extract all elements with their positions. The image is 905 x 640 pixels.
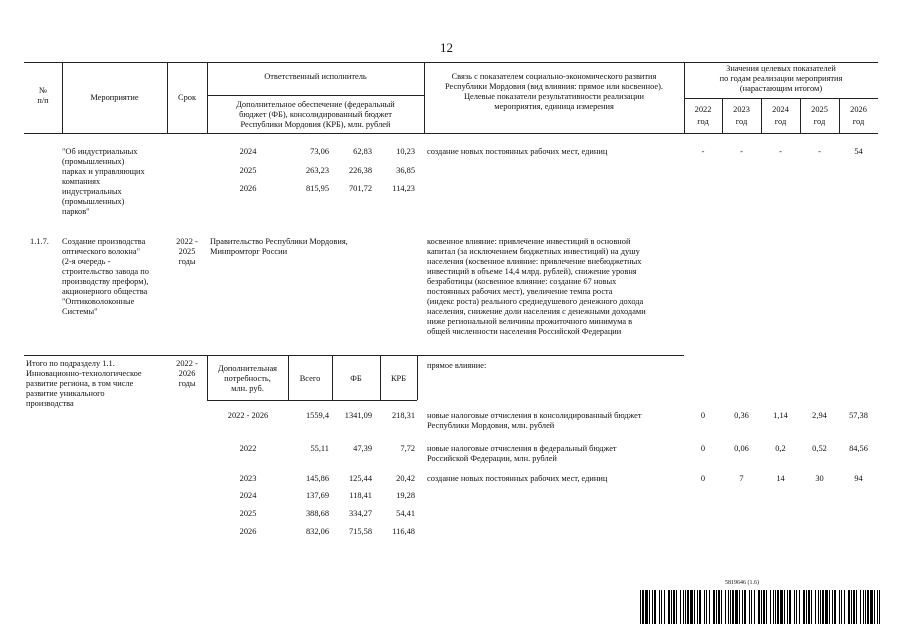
b1-r2-year: 2025 [239,166,257,175]
barcode-bar [661,590,662,624]
barcode-bar [839,590,840,624]
barcode-bar [820,590,821,624]
b3-r5-year: 2025 [239,509,257,518]
col-rule-8 [800,98,801,133]
barcode-bar [730,590,731,624]
barcode-bar [673,590,675,624]
b1-indicator: создание новых постоянных рабочих мест, единиц [427,147,608,156]
barcode-bar [806,590,807,624]
b1-r3-year: 2026 [239,184,257,193]
barcode-bar [732,590,734,624]
b3-ind1-val-2025: 2,94 [812,411,827,420]
b2-indicator-8: населения, снижение доли населения с денежными доходами [427,307,646,316]
barcode-bar [676,590,677,624]
col-rule-6 [722,98,723,133]
barcode-bar [811,590,812,624]
barcode-bar [642,590,644,624]
b3-ind3-val-2026: 94 [854,474,863,483]
b3-r6-year: 2026 [239,527,257,536]
barcode-bar [744,590,746,624]
b3-r3-year: 2023 [239,474,257,483]
barcode-bar [649,590,650,624]
barcode-bar [704,590,705,624]
barcode-bar [848,590,850,624]
b3-sub-fb: ФБ [350,374,362,383]
barcode-bar [706,590,707,624]
b3-r1-total: 1559,4 [305,411,329,420]
hdr-funding-1: Дополнительное обеспечение (федеральный [236,100,395,109]
b3-r1-year: 2022 - 2026 [227,411,269,420]
b3-sub-krb: КРБ [390,374,407,383]
barcode-bar [671,590,672,624]
barcode-bar [780,590,783,624]
b2-event-1: Создание производства [62,237,146,246]
b1-event-7: парков" [62,207,90,216]
barcode-bar [749,590,750,624]
barcode-bar [763,590,765,624]
b2-executor-1: Правительство Республики Мордовия, [210,237,348,246]
b2-event-2: оптического волокна" [62,247,141,256]
b2-event-3: (2-я очередь - [62,257,111,266]
barcode-bar [794,590,795,624]
barcode-bar [687,590,689,624]
barcode-bar [851,590,852,624]
b1-val-2026: 54 [854,147,863,156]
barcode-bar [815,590,816,624]
b2-event-7: "Оптиковолоконные [62,297,135,306]
b3-r1-krb: 218,31 [391,411,415,420]
barcode-bar [856,590,857,624]
b2-event-8: Системы" [62,307,98,316]
barcode-bar [877,590,878,624]
hdr-executor: Ответственный исполнитель [264,72,367,81]
col-rule-9 [839,98,840,133]
hdr-num-1: № [39,86,47,95]
b3-sub-need-1: Дополнительная [217,364,278,373]
b3-subheader-rule [207,400,417,401]
barcode-bar [725,590,726,624]
barcode-bar [818,590,819,624]
barcode-bar [680,590,681,624]
b3-ind2-val-2026: 84,56 [849,444,868,453]
hdr-yearword-4: год [813,117,826,126]
barcode-bar [874,590,875,624]
b2-indicator-3: населения (косвенное влияние: привлечение внебюджетных [427,257,642,266]
executor-sub-rule [207,95,424,96]
barcode-bar [739,590,740,624]
b1-event-4: компаниях [62,177,101,186]
barcode-bar [777,590,779,624]
b3-ind2-text-2: Российской Федерации, млн. рублей [427,454,557,463]
b3-r2-year: 2022 [239,444,257,453]
barcode-bar [766,590,767,624]
b1-r1-total: 73,06 [310,147,329,156]
b1-val-2022: - [701,147,705,156]
hdr-yearword-2: год [735,117,748,126]
b3-r4-year: 2024 [239,491,257,500]
b3-event-2: Инновационно-технологическое [26,369,142,378]
b2-indicator-6: постоянных рабочих мест), увеличение темпа роста [427,287,613,296]
b1-r3-total: 815,95 [305,184,329,193]
b3-term-1: 2022 - [176,359,198,368]
barcode-bar [844,590,845,624]
header-bottom-rule [24,133,878,134]
hdr-year-2026: 2026 [850,105,867,114]
barcode-bar [853,590,855,624]
hdr-year-2023: 2023 [733,105,750,114]
b2-indicator-1: косвенное влияние: привлечение инвестиций в основной [427,237,631,246]
col-rule-7 [761,98,762,133]
hdr-yearword-3: год [774,117,787,126]
b3-ind3-val-2023: 7 [739,474,744,483]
b3-sub-need-3: млн. руб. [231,384,264,393]
hdr-year-2022: 2022 [694,105,712,114]
b1-val-2023: - [740,147,743,156]
barcode-bar [832,590,833,624]
barcode-bar [879,590,880,624]
barcode-bar [690,590,693,624]
b3-r3-fb: 125,44 [348,474,372,483]
b2-indicator-9: ниже региональной величины прожиточного минимума в [427,317,633,326]
barcode-bar [758,590,760,624]
b1-val-2025: - [818,147,821,156]
b3-r4-krb: 19,28 [396,491,415,500]
hdr-funding-2: бюджет (ФБ), консолидированный бюджет [239,110,392,119]
b2-term-1: 2022 - [176,237,198,246]
barcode-bar [789,590,791,624]
barcode-bar [829,590,830,624]
b1-event-6: (промышленных) [62,197,125,206]
header-top-rule [24,62,878,63]
b1-event-3: парках и управляющих [62,167,145,176]
barcode-id: 5819646 (1.6) [725,580,759,586]
hdr-link-4: мероприятия, единица измерения [494,102,614,111]
b3-r6-fb: 715,58 [348,527,372,536]
b3-ind2-val-2025: 0,52 [812,444,827,453]
b3-rule-5 [417,355,418,400]
barcode-bar [718,590,720,624]
barcode-bar [863,590,864,624]
barcode-bar [799,590,800,624]
barcode-bar [775,590,776,624]
b3-sub-total: Всего [299,374,321,383]
b2-event-6: акционерного общества [62,287,148,296]
page-number: 12 [440,40,453,55]
b2-term-2: 2025 [178,247,196,256]
b1-r1-year: 2024 [239,147,257,156]
b3-r1-fb: 1341,09 [344,411,372,420]
barcode-bar [803,590,805,624]
barcode-bar [870,590,873,624]
barcode-bar [735,590,738,624]
b3-ind1-val-2026: 57,38 [849,411,868,420]
barcode-bar [683,590,684,624]
b3-ind1-val-2022: 0 [700,411,706,420]
barcode-bar [751,590,752,624]
b3-r5-total: 388,68 [305,509,329,518]
b2-indicator-7: (индекс роста) реального среднедушевого денежного дохода [427,297,644,306]
hdr-targets-3: (нарастающим итогом) [739,84,823,93]
barcode-bar [654,590,656,624]
barcode-bar [699,590,701,624]
b1-r1-fb: 62,83 [353,147,372,156]
barcode-bar [713,590,715,624]
barcode-bar [865,590,866,624]
barcode-bar [659,590,660,624]
b3-event-1: Итого по подразделу 1.1. [26,359,115,368]
barcode-bar [822,590,824,624]
b2-indicator-2: капитал (за исключением бюджетных инвестиций) на душу [427,247,640,256]
b3-event-3: развитие региона, в том числе [26,379,134,388]
barcode-bar [796,590,797,624]
b3-r3-krb: 20,42 [396,474,415,483]
barcode-bar [652,590,653,624]
b3-r5-fb: 334,27 [348,509,372,518]
b3-term-3: годы [178,379,196,388]
barcode-bar [697,590,698,624]
hdr-targets-2: по годам реализации мероприятия [719,74,843,83]
b3-r3-total: 145,86 [305,474,329,483]
b3-ind1-text-1: новые налоговые отчисления в консолидированный бюджет [427,411,642,420]
barcode-bar [645,590,648,624]
barcode-bar [770,590,771,624]
hdr-link-1: Связь с показателем социально-экономического развития [451,72,657,81]
hdr-term: Срок [177,93,197,102]
b1-r2-krb: 36,85 [396,166,415,175]
b3-r2-krb: 7,72 [400,444,415,453]
b3-ind1-val-2024: 1,14 [773,411,788,420]
barcode-bar [860,590,861,624]
b1-event-2: (промышленных) [62,157,125,166]
hdr-num-2: п/п [37,96,49,105]
b1-r3-krb: 114,23 [392,184,415,193]
b3-event-4: развитие уникального [26,389,105,398]
barcode-bar [640,590,641,624]
b3-ind2-val-2022: 0 [700,444,706,453]
b3-ind1-text-2: Республики Мордовия, млн. рублей [427,421,555,430]
barcode-bar [664,590,665,624]
barcode-bar [834,590,836,624]
b3-ind2-val-2024: 0,2 [775,444,786,453]
b3-r2-fb: 47,39 [353,444,372,453]
hdr-targets-1: Значения целевых показателей [726,64,836,73]
barcode-bar [787,590,788,624]
b1-event-5: индустриальных [62,187,122,196]
b2-num: 1.1.7. [30,237,49,246]
barcode-bar [841,590,842,624]
b3-r5-krb: 54,41 [396,509,415,518]
b2-indicator-4: инвестиций в объеме 14,4 млрд. рублей), снижение уровня [427,267,637,276]
barcode-bar [742,590,743,624]
b2-event-4: строительство завода по [62,267,149,276]
b1-event-1: "Об индустриальных [62,147,138,156]
b3-ind2-text-1: новые налоговые отчисления в федеральный бюджет [427,444,617,453]
hdr-link-3: Целевые показатели результативности реализации [463,92,645,101]
barcode-bar [784,590,785,624]
barcode-bar [825,590,828,624]
barcode-bar [709,590,710,624]
hdr-year-2024: 2024 [772,105,789,114]
b3-ind3-text-1: создание новых постоянных рабочих мест, единиц [427,474,608,483]
barcode-bar [754,590,755,624]
hdr-event: Мероприятие [90,93,139,102]
barcode-bar [668,590,670,624]
b3-term-2: 2026 [178,369,196,378]
b1-r1-krb: 10,23 [396,147,415,156]
barcode-bar [728,590,729,624]
hdr-link-2: Республики Мордовия (вид влияния: прямое или косвенное). [444,82,663,91]
hdr-yearword-1: год [697,117,709,126]
b2-indicator-5: безработицы (косвенное влияние: создание 67 новых [427,277,617,286]
barcode-bar [721,590,722,624]
b3-event-5: производства [26,399,74,408]
b2-indicator-10: общей численности населения Российской Федерации [427,327,622,336]
b2-executor-2: Минпромторг России [210,247,288,256]
hdr-year-2025: 2025 [811,105,828,114]
hdr-funding-3: Республики Мордовия (КРБ), млн. рублей [240,120,391,129]
b3-top-rule [24,355,684,356]
b3-direct: прямое влияние: [427,361,487,370]
hdr-yearword-5: год [852,117,865,126]
b3-r6-total: 832,06 [305,527,329,536]
barcode-bar [685,590,686,624]
b3-r4-total: 137,69 [305,491,329,500]
b1-val-2024: - [779,147,782,156]
b1-r2-fb: 226,38 [348,166,372,175]
b2-event-5: производству преформ), [62,277,149,286]
b3-r6-krb: 116,48 [392,527,415,536]
b1-r2-total: 263,23 [305,166,329,175]
b1-r3-fb: 701,72 [348,184,372,193]
barcode-bar [867,590,869,624]
barcode-bar [761,590,762,624]
barcode-bar [808,590,810,624]
b2-term-3: годы [178,257,196,266]
b3-ind3-val-2024: 14 [776,474,785,483]
b3-r2-total: 55,11 [310,444,329,453]
barcode-bar [773,590,774,624]
barcode-bar [716,590,717,624]
b3-ind3-val-2025: 30 [815,474,824,483]
b3-ind2-val-2023: 0,06 [734,444,749,453]
barcode-bar [694,590,695,624]
b3-sub-need-2: потребность, [224,374,271,383]
barcode [640,590,880,624]
b3-r4-fb: 118,41 [349,491,372,500]
b3-ind1-val-2023: 0,36 [734,411,749,420]
years-sub-rule [684,98,878,99]
b3-ind3-val-2022: 0 [700,474,706,483]
